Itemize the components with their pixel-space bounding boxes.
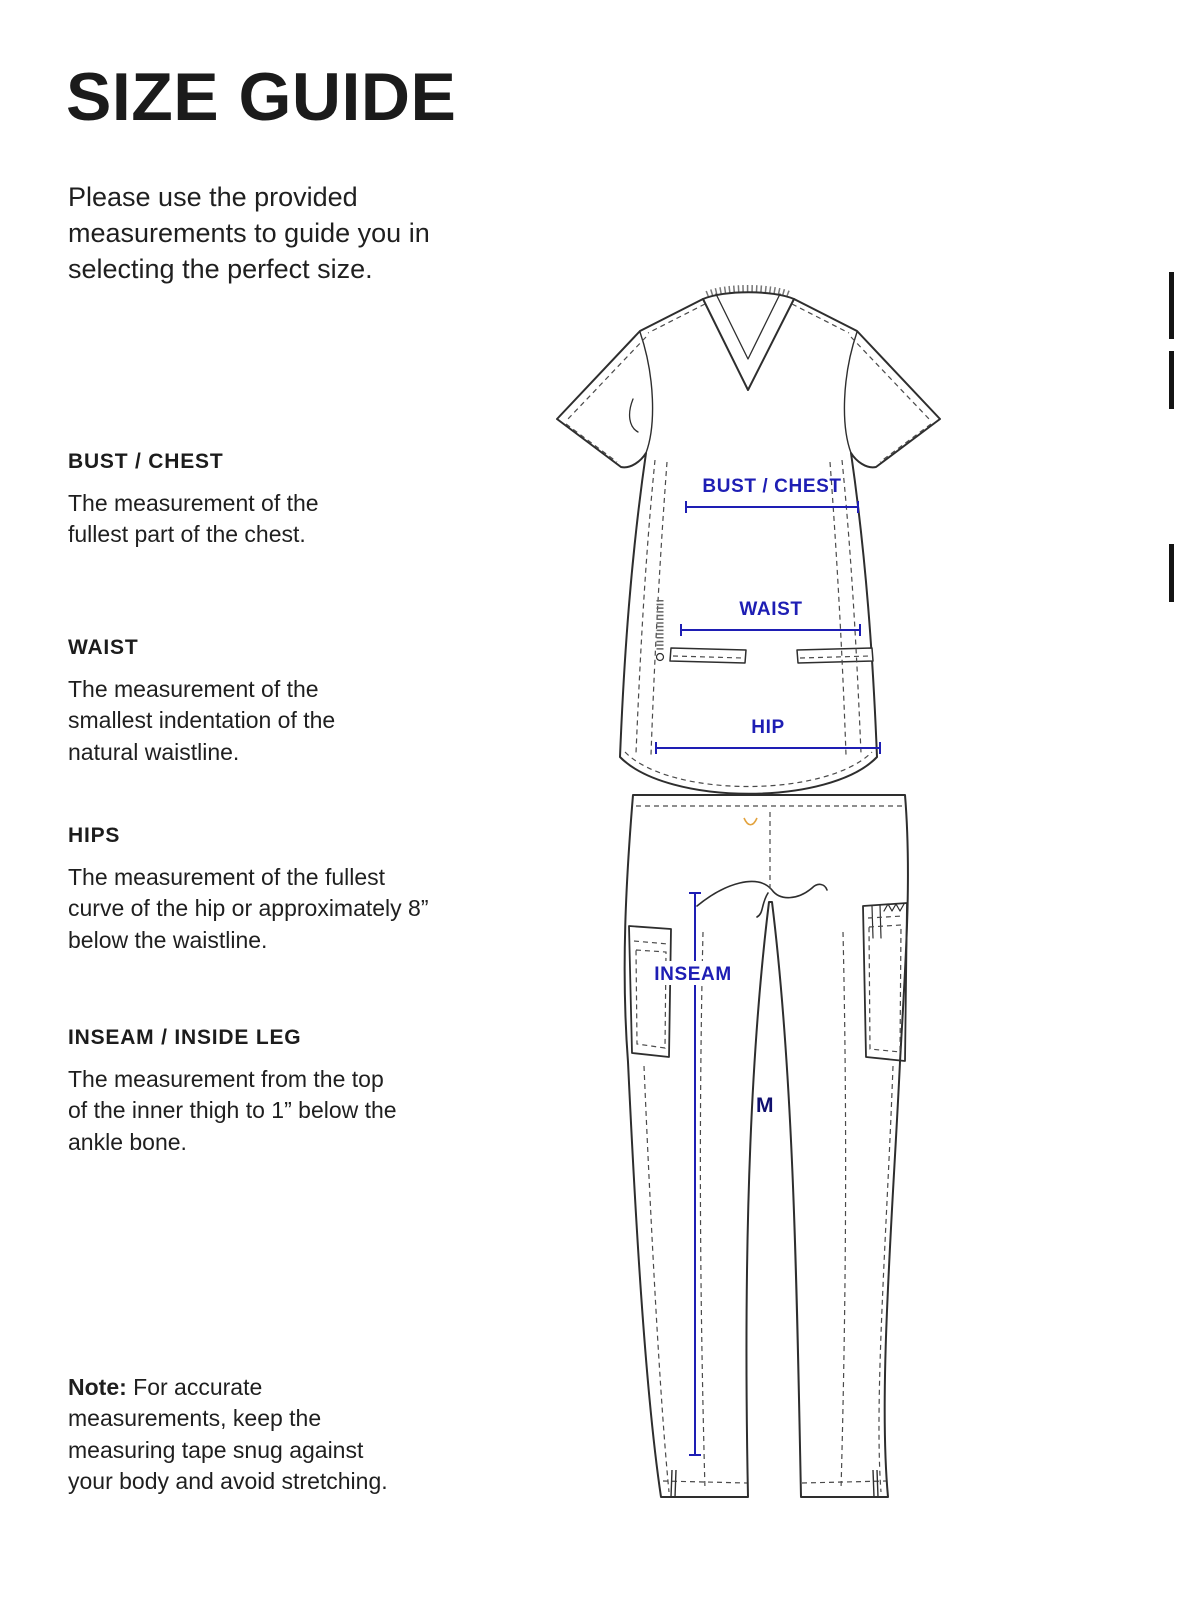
note-label: Note: bbox=[68, 1374, 127, 1400]
bust-label: BUST / CHEST bbox=[702, 476, 842, 497]
waist-label: WAIST bbox=[739, 599, 803, 620]
welt-pocket-left bbox=[670, 648, 746, 663]
top-outline bbox=[557, 292, 940, 794]
section-body-waist: The measurement of the smallest indentation of the natural waistline. bbox=[68, 676, 336, 765]
hip-label: HIP bbox=[751, 717, 785, 738]
section-heading-bust: BUST / CHEST bbox=[68, 450, 224, 473]
size-chart-diagram bbox=[540, 270, 1000, 1530]
intro-text: Please use the provided measurements to guide you in selecting the perfect size. bbox=[68, 182, 430, 284]
page-edge-mark bbox=[1169, 351, 1174, 409]
section-hips bbox=[68, 824, 443, 956]
section-bust-chest bbox=[68, 450, 368, 551]
section-body-bust: The measurement of the fullest part of the chest. bbox=[68, 490, 319, 548]
section-heading-waist: WAIST bbox=[68, 636, 139, 659]
section-heading-hips: HIPS bbox=[68, 824, 121, 847]
section-body-hips: The measurement of the fullest curve of the hip or approximately 8” below the waistline. bbox=[68, 864, 429, 953]
note-body: For accurate measurements, keep the measuring tape snug against your body and avoid stretching. bbox=[68, 1374, 388, 1494]
note-text bbox=[68, 1372, 408, 1497]
scrub-top-drawing bbox=[557, 292, 940, 794]
page-title: SIZE GUIDE bbox=[66, 59, 457, 135]
welt-pocket-right bbox=[797, 648, 873, 663]
section-waist bbox=[68, 636, 378, 768]
inseam-label: INSEAM bbox=[654, 964, 732, 985]
section-heading-inseam: INSEAM / INSIDE LEG bbox=[68, 1026, 302, 1049]
size-marker-label: M bbox=[755, 1094, 775, 1117]
section-body-inseam: The measurement from the top of the inner thigh to 1” below the ankle bone. bbox=[68, 1066, 397, 1155]
section-inseam bbox=[68, 1026, 403, 1158]
scrub-pants-drawing bbox=[625, 795, 908, 1497]
page-edge-mark bbox=[1169, 272, 1174, 339]
pants-outline bbox=[625, 795, 908, 1497]
page-edge-mark bbox=[1169, 544, 1174, 602]
